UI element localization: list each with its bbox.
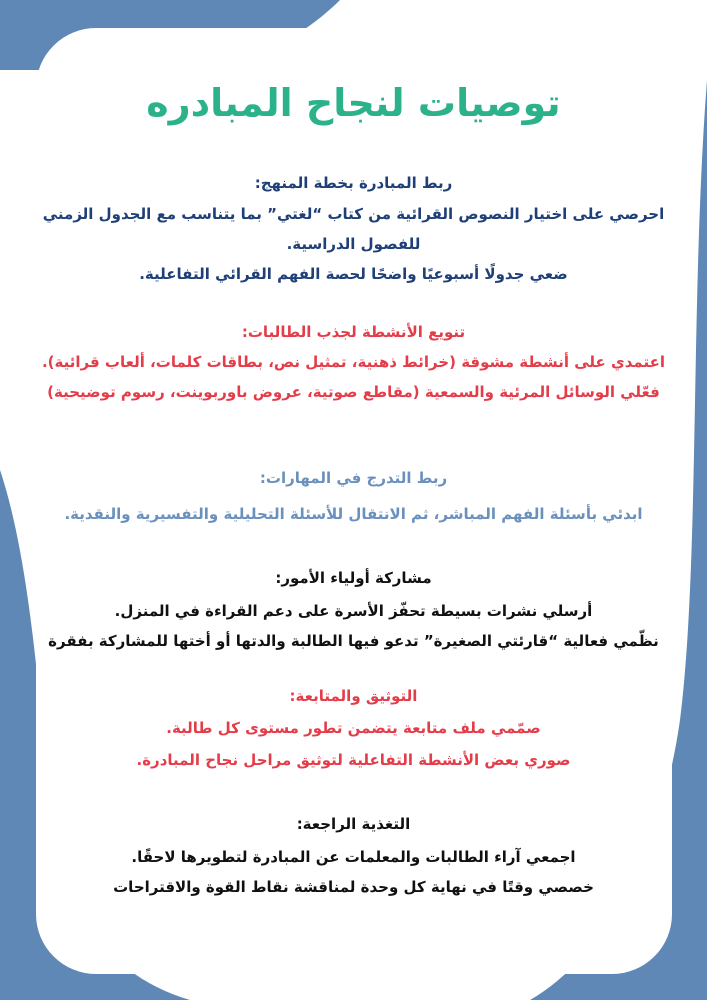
section-heading-curriculum: ربط المبادرة بخطة المنهج: <box>254 174 453 192</box>
section-heading-feedback: التغذية الراجعة: <box>296 815 411 833</box>
section-line: ابدئي بأسئلة الفهم المباشر، ثم الانتقال للأسئلة التحليلية والتفسيرية والنقدية. <box>64 505 643 523</box>
section-heading-parents: مشاركة أولياء الأمور: <box>275 569 432 587</box>
section-line: احرصي على اختيار النصوص القرائية من كتاب “لغتي” بما يتناسب مع الجدول الزمني <box>42 205 665 223</box>
section-line: اعتمدي على أنشطة مشوقة (خرائط ذهنية، تمثيل نص، بطاقات كلمات، ألعاب قرائية). <box>41 353 666 371</box>
section-line: صوري بعض الأنشطة التفاعلية لتوثيق مراحل نجاح المبادرة. <box>136 751 571 769</box>
section-heading-skills: ربط التدرج في المهارات: <box>259 469 448 487</box>
section-line: اجمعي آراء الطالبات والمعلمات عن المبادرة لتطويرها لاحقًا. <box>131 848 576 866</box>
section-line: صمّمي ملف متابعة يتضمن تطور مستوى كل طالبة. <box>166 719 541 737</box>
page-title: توصيات لنجاح المبادره <box>146 81 561 125</box>
section-line: فعّلي الوسائل المرئية والسمعية (مقاطع صوتية، عروض باوربوينت، رسوم توضيحية) <box>47 383 660 401</box>
section-line: أرسلي نشرات بسيطة تحفّز الأسرة على دعم القراءة في المنزل. <box>114 602 593 620</box>
section-heading-activities: تنويع الأنشطة لجذب الطالبات: <box>241 323 466 341</box>
section-line: خصصي وقتًا في نهاية كل وحدة لمناقشة نقاط القوة والاقتراحات <box>113 878 594 896</box>
section-heading-documentation: التوثيق والمتابعة: <box>289 687 418 705</box>
section-line: ضعي جدولًا أسبوعيًا واضحًا لحصة الفهم القرائي التفاعلية. <box>139 265 568 283</box>
section-line: نظّمي فعالية “قارئتي الصغيرة” تدعو فيها الطالبة والدتها أو أختها للمشاركة بفقرة <box>48 632 659 650</box>
section-line: للفصول الدراسية. <box>286 235 421 253</box>
